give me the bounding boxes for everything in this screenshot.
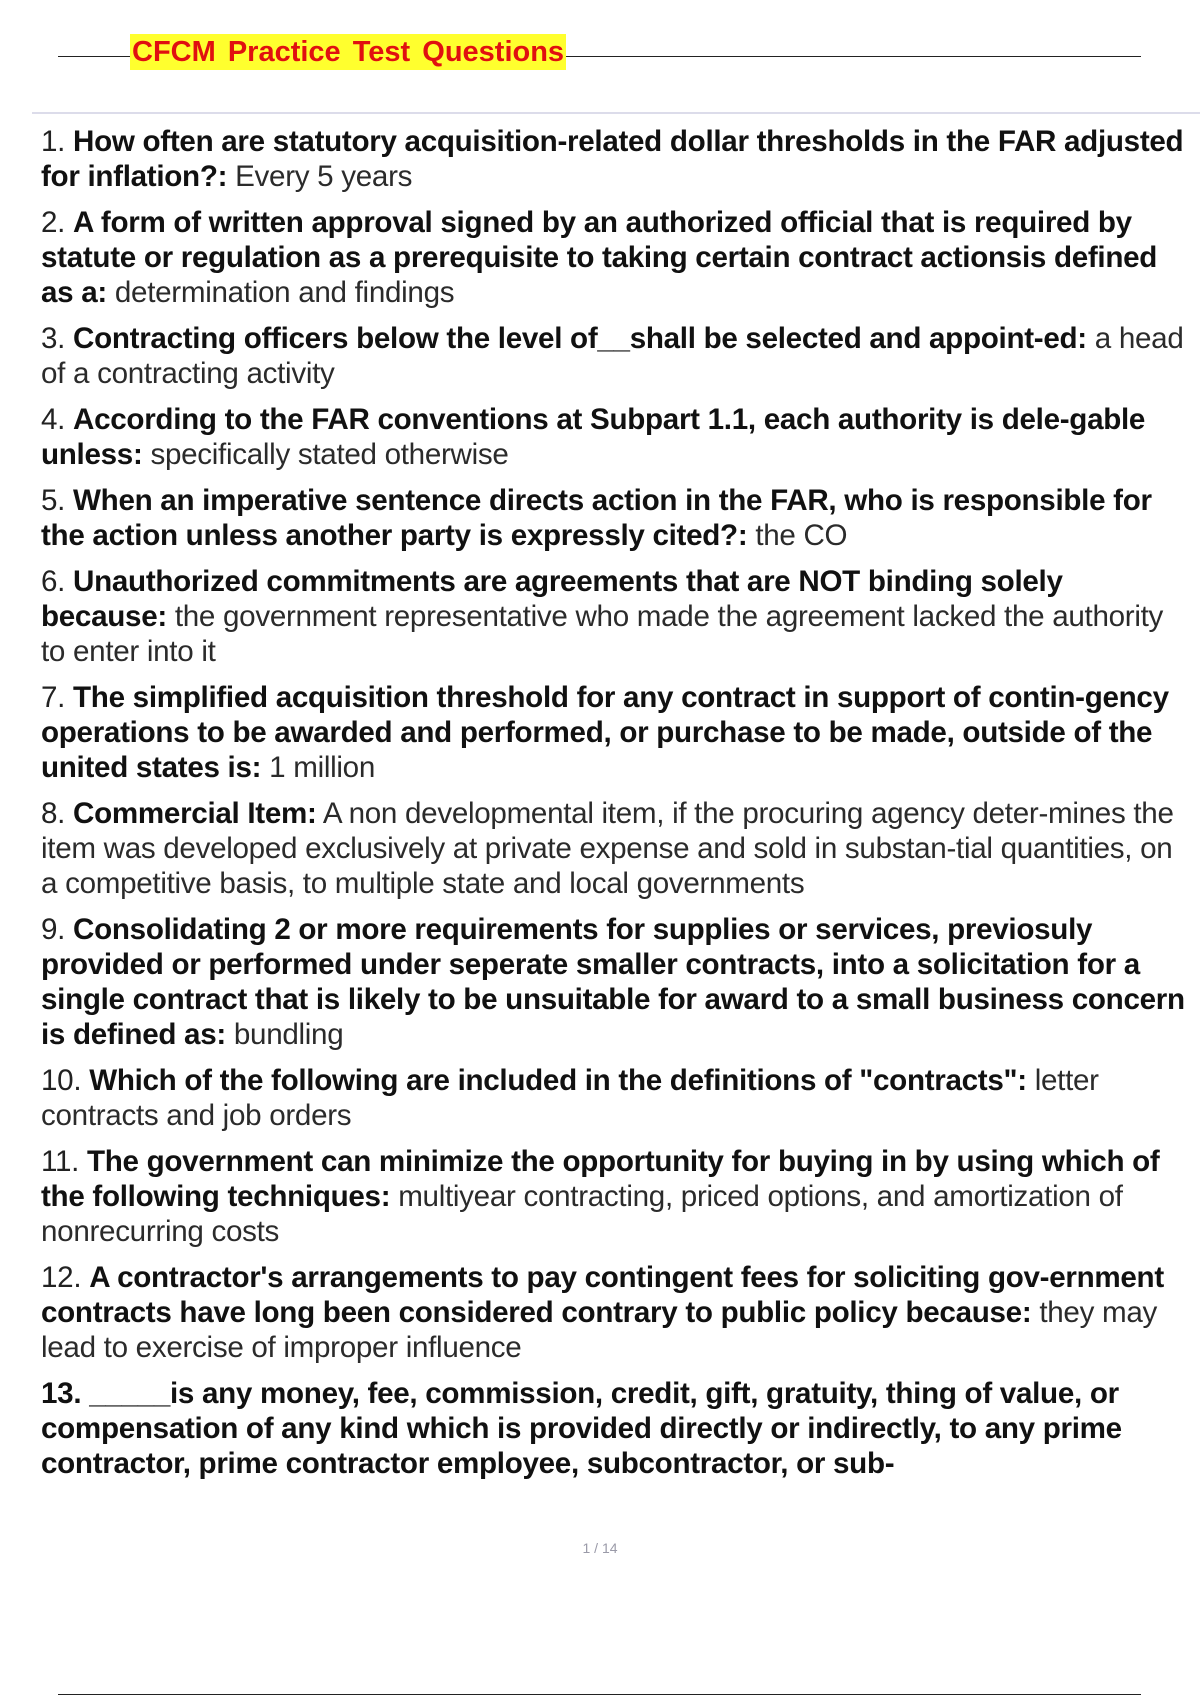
question-item-13 (41, 1376, 1193, 1481)
question-number: 10. (41, 1064, 82, 1097)
answer-text: bundling (233, 1018, 344, 1051)
question-item-8 (41, 796, 1193, 901)
document-title: CFCM Practice Test Questions (132, 36, 565, 68)
question-number: 8. (41, 797, 66, 830)
question-number: 5. (41, 484, 66, 517)
question-number: 6. (41, 565, 66, 598)
question-text: The government can minimize the opportunity for buying in by using which of the following techniques: (41, 1145, 1160, 1213)
question-item-12 (41, 1260, 1193, 1365)
answer-text: A non developmental item, if the procuring agency deter-mines the item was developed exclusively at private expense and sold in substan-tial quantities, on a competitive basis, to multiple state and local governments (41, 797, 1174, 900)
answer-text: the CO (755, 519, 848, 552)
question-number: 7. (41, 681, 66, 714)
question-item-11 (41, 1144, 1193, 1249)
question-number: 13. (41, 1377, 82, 1410)
footer-rule (58, 1694, 1141, 1695)
question-number: 2. (41, 206, 66, 239)
question-text: When an imperative sentence directs action in the FAR, who is responsible for the action unless another party is expressly cited?: (41, 484, 1152, 552)
question-text: How often are statutory acquisition-related dollar thresholds in the FAR adjusted for inflation?: (41, 125, 1184, 193)
answer-text: Every 5 years (235, 160, 413, 193)
question-text: Which of the following are included in the definitions of "contracts": (89, 1064, 1027, 1097)
answer-text: specifically stated otherwise (150, 438, 509, 471)
question-item-5 (41, 483, 1193, 553)
question-text: Commercial Item: (73, 797, 317, 830)
question-text: The simplified acquisition threshold for any contract in support of contin-gency operations to be awarded and performed, or purchase to be made, outside of the united states is: (41, 681, 1169, 784)
question-item-9 (41, 912, 1193, 1052)
question-text: Unauthorized commitments are agreements that are NOT binding solely because: (41, 565, 1063, 633)
question-item-2 (41, 205, 1193, 310)
question-number: 4. (41, 403, 66, 436)
answer-text: determination and findings (114, 276, 455, 309)
question-item-4 (41, 402, 1193, 472)
question-text: A contractor's arrangements to pay contingent fees for soliciting gov-ernment contracts have long been considered contrary to public policy because: (41, 1261, 1164, 1329)
question-number: 11. (41, 1145, 80, 1178)
question-item-1 (41, 124, 1193, 194)
question-number: 3. (41, 322, 66, 355)
answer-text: they may lead to exercise of improper influence (41, 1296, 1157, 1364)
page-indicator: 1 / 14 (582, 1540, 618, 1556)
answer-text: the government representative who made the agreement lacked the authority to enter into it (41, 600, 1164, 668)
question-text: Contracting officers below the level of__shall be selected and appoint-ed: (73, 322, 1087, 355)
question-text: Consolidating 2 or more requirements for supplies or services, previosuly provided or performed under seperate smaller contracts, into a solicitation for a single contract that is likely to be unsuitable for award to a small business concern is defined as: (41, 913, 1185, 1051)
answer-text: a head of a contracting activity (41, 322, 1184, 390)
question-item-7 (41, 680, 1193, 785)
answer-text: 1 million (269, 751, 375, 784)
question-text: According to the FAR conventions at Subpart 1.1, each authority is dele-gable unless: (41, 403, 1146, 471)
question-text: A form of written approval signed by an authorized official that is required by statute or regulation as a prerequisite to taking certain contract actionsis defined as a: (41, 206, 1158, 309)
page-header (58, 34, 1141, 70)
question-number: 1. (41, 125, 66, 158)
answer-text: multiyear contracting, priced options, and amortization of nonrecurring costs (41, 1180, 1123, 1248)
question-number: 12. (41, 1261, 82, 1294)
question-list (41, 124, 1193, 1492)
answer-text: letter contracts and job orders (41, 1064, 1099, 1132)
question-number: 9. (41, 913, 66, 946)
question-item-6 (41, 564, 1193, 669)
question-item-10 (41, 1063, 1193, 1133)
question-text: _____is any money, fee, commission, credit, gift, gratuity, thing of value, or compensation of any kind which is provided directly or indirectly, to any prime contractor, prime contractor employee, subcontractor, or sub- (41, 1377, 1122, 1480)
top-divider (32, 112, 1200, 114)
question-item-3 (41, 321, 1193, 391)
